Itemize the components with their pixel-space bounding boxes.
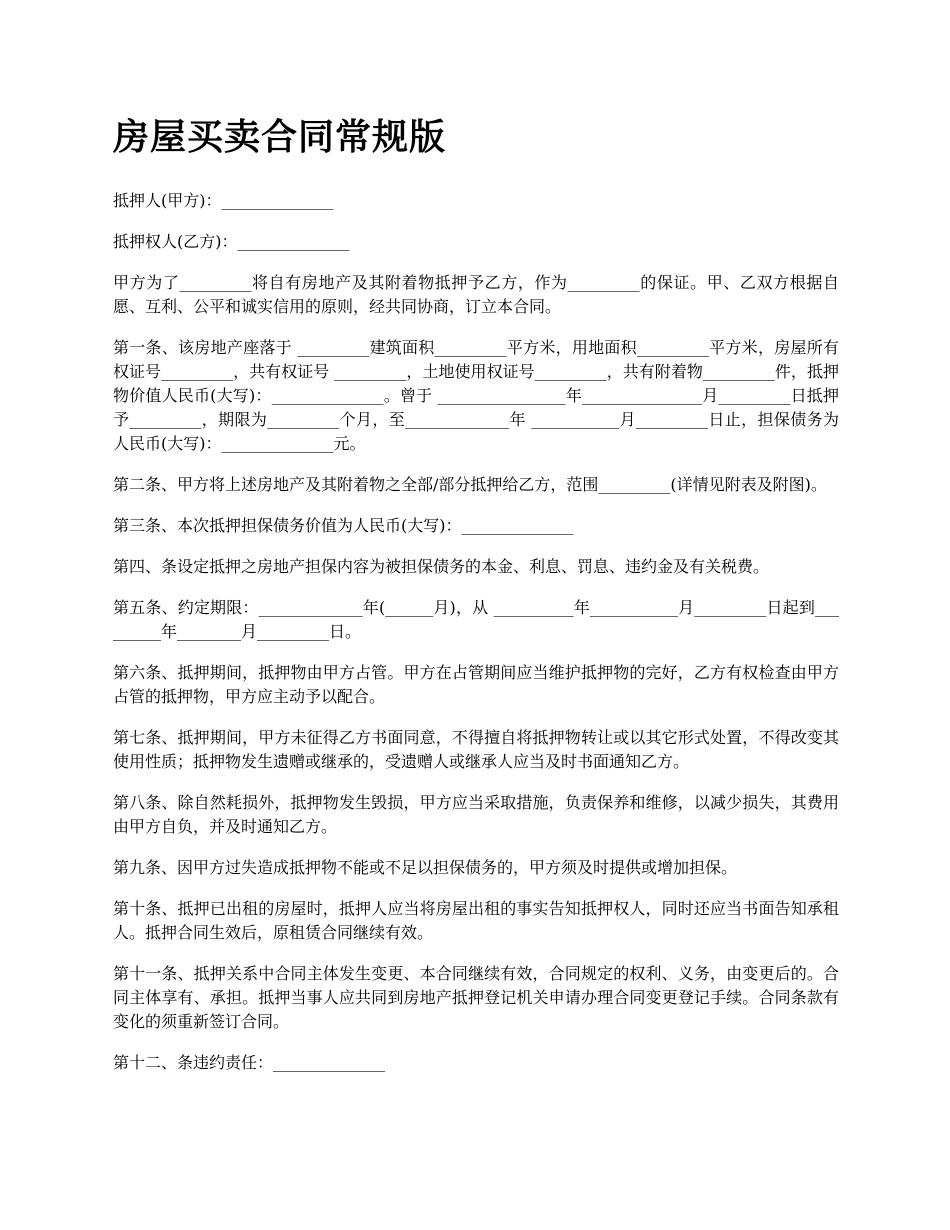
clause-8: 第八条、除自然耗损外，抵押物发生毁损，甲方应当采取措施，负责保养和维修，以减少损失，其费用由甲方自负，并及时通知乙方。	[113, 793, 839, 836]
clause-11: 第十一条、抵押关系中合同主体发生变更、本合同继续有效，合同规定的权利、义务，由变更后的。合同主体享有、承担。抵押当事人应共同到房地产抵押登记机关申请办理合同变更登记手续。合同条款有变化的须重新签订合同。	[113, 964, 839, 1031]
clause-9: 第九条、因甲方过失造成抵押物不能或不足以担保债务的，甲方须及时提供或增加担保。	[113, 858, 738, 877]
clause-2: 第二条、甲方将上述房地产及其附着物之全部/部分抵押给乙方，范围_________(详情见附表及附图)。	[113, 475, 827, 494]
clause-6: 第六条、抵押期间，抵押物由甲方占管。甲方在占管期间应当维护抵押物的完好，乙方有权检查由甲方占管的抵押物，甲方应主动予以配合。	[113, 663, 839, 706]
party-a-line: 抵押人(甲方)：______________	[113, 191, 334, 210]
clause-10: 第十条、抵押已出租的房屋时，抵押人应当将房屋出租的事实告知抵押权人，同时还应当书面告知承租人。抵押合同生效后，原租赁合同继续有效。	[113, 899, 839, 942]
document-body	[113, 112, 839, 1092]
party-b-line: 抵押权人(乙方)：______________	[113, 232, 350, 251]
clause-3: 第三条、本次抵押担保债务价值为人民币(大写)：______________	[113, 516, 574, 535]
clause-5: 第五条、约定期限：_____________年(______月)，从 __________年___________月_________日起到_________年________月_________日。	[113, 598, 839, 641]
clause-1: 第一条、该房地产座落于 _________建筑面积_________平方米，用地面积_________平方米，房屋所有权证号_________，共有权证号 _________，土地使用权证号_________，共有附着物_________件，抵押物价值人民币(大写)：______________。曾于 ________________年_______________月_________日抵押予_________，期限为_________个月，至_____________年 ___________月_________日止，担保债务为人民币(大写)：______________元。	[113, 338, 839, 453]
clause-12: 第十二、条违约责任：______________	[113, 1053, 386, 1072]
document-title: 房屋买卖合同常规版	[113, 116, 447, 158]
clause-4: 第四、条设定抵押之房地产担保内容为被担保债务的本金、利息、罚息、违约金及有关税费。	[113, 557, 770, 576]
clause-7: 第七条、抵押期间，甲方未征得乙方书面同意，不得擅自将抵押物转让或以其它形式处置，不得改变其使用性质；抵押物发生遗赠或继承的，受遗赠人或继承人应当及时书面通知乙方。	[113, 728, 839, 771]
preamble-paragraph: 甲方为了_________将自有房地产及其附着物抵押予乙方，作为_________的保证。甲、乙双方根据自愿、互利、公平和诚实信用的原则，经共同协商，订立本合同。	[113, 273, 839, 316]
